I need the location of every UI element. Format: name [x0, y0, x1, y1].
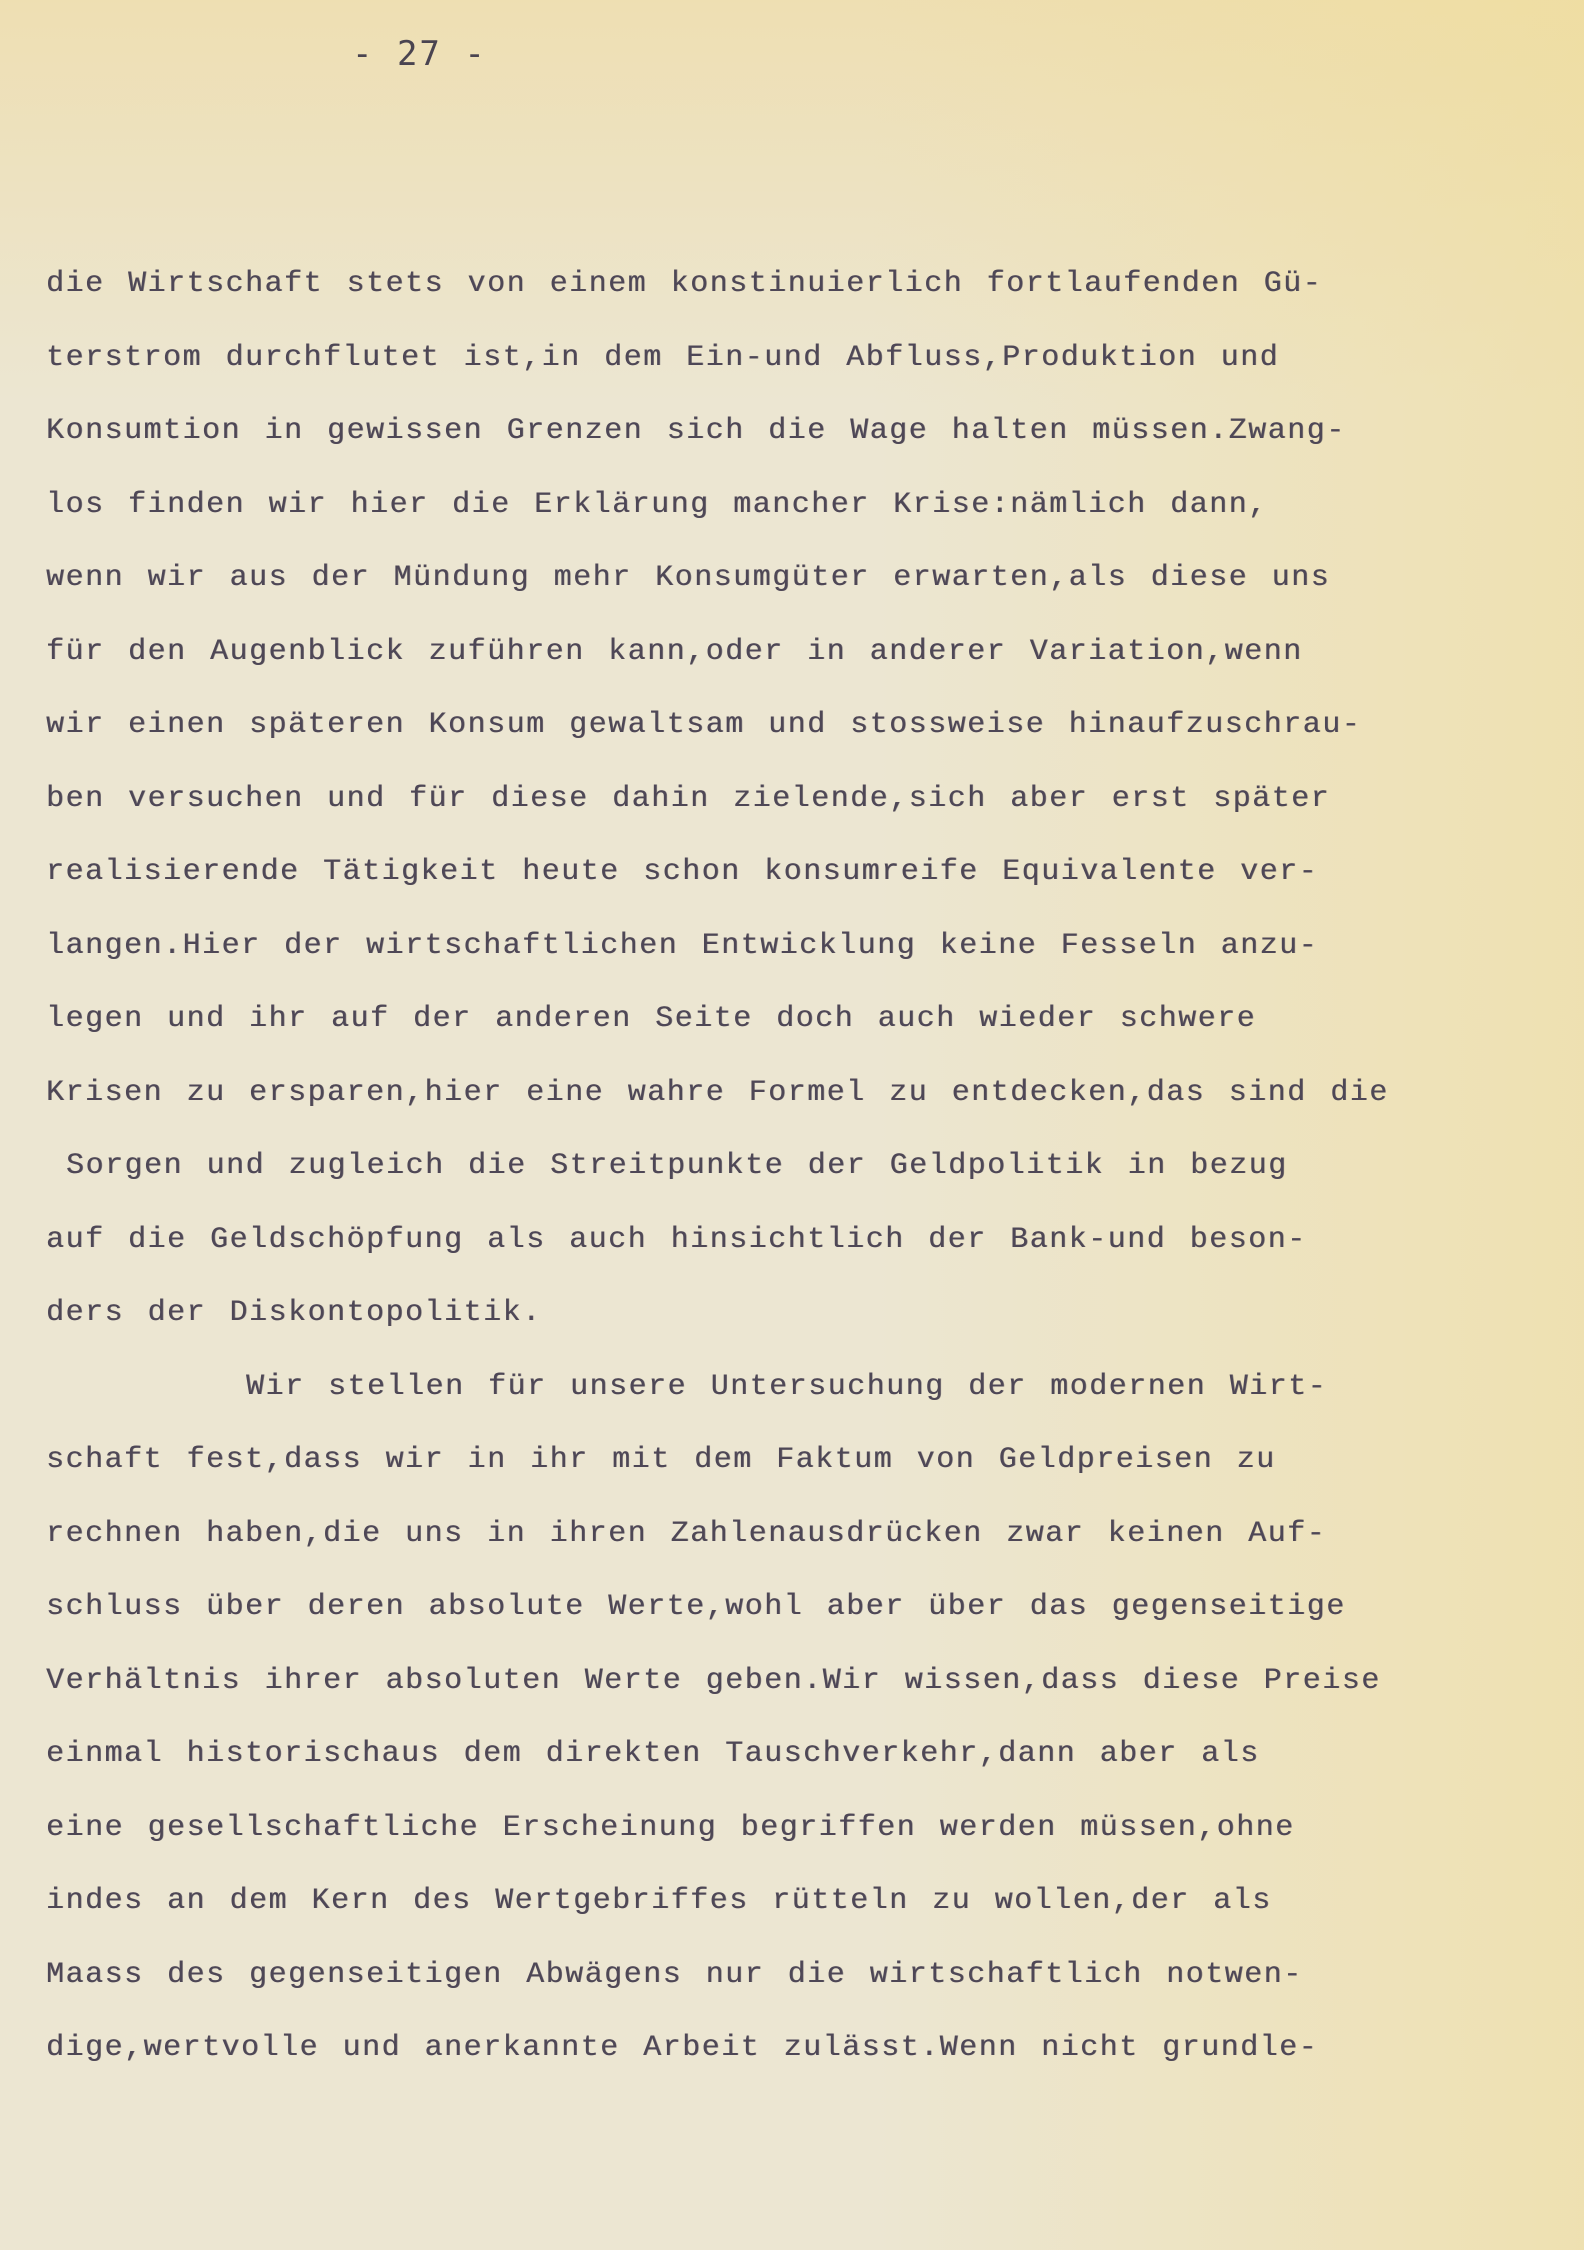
- text-line: für den Augenblick zuführen kann,oder in anderer Variation,wenn: [46, 634, 1303, 669]
- text-line: ben versuchen und für diese dahin zielende,sich aber erst später: [46, 781, 1331, 816]
- text-line: indes an dem Kern des Wertgebriffes rütteln zu wollen,der als: [46, 1884, 1272, 1918]
- text-line: auf die Geldschöpfung als auch hinsichtlich der Bank-und beson-: [46, 1222, 1307, 1257]
- text-line: los finden wir hier die Erklärung mancher Krise:nämlich dann,: [46, 487, 1268, 522]
- text-line: schluss über deren absolute Werte,wohl aber über das gegenseitige: [46, 1590, 1346, 1624]
- text-line: legen und ihr auf der anderen Seite doch auch wieder schwere: [46, 1002, 1257, 1036]
- text-line: einmal historischaus dem direkten Tauschverkehr,dann aber als: [46, 1737, 1260, 1771]
- text-line: terstrom durchflutet ist,in dem Ein-und Abfluss,Produktion und: [46, 340, 1280, 375]
- text-line: schaft fest,dass wir in ihr mit dem Faktum von Geldpreisen zu: [46, 1443, 1276, 1477]
- text-line: eine gesellschaftliche Erscheinung begriffen werden müssen,ohne: [46, 1810, 1295, 1845]
- page-number: - 27 -: [352, 34, 487, 74]
- text-line: realisierende Tätigkeit heute schon konsumreife Equivalente ver-: [46, 855, 1319, 889]
- text-line: rechnen haben,die uns in ihren Zahlenausdrücken zwar keinen Auf-: [46, 1516, 1327, 1551]
- text-line: Konsumtion in gewissen Grenzen sich die Wage halten müssen.Zwang-: [46, 414, 1346, 448]
- text-line: Verhältnis ihrer absoluten Werte geben.Wir wissen,dass diese Preise: [46, 1663, 1381, 1698]
- text-line: dige,wertvolle und anerkannte Arbeit zulässt.Wenn nicht grundle-: [46, 2031, 1319, 2065]
- text-line: wir einen späteren Konsum gewaltsam und stossweise hinaufzuschrau-: [46, 708, 1362, 742]
- text-line: wenn wir aus der Mündung mehr Konsumgüter erwarten,als diese uns: [46, 561, 1331, 595]
- body-text: [46, 248, 1556, 2086]
- text-line: ders der Diskontopolitik.: [46, 1296, 542, 1330]
- text-line: Maass des gegenseitigen Abwägens nur die wirtschaftlich notwen-: [46, 1957, 1303, 1992]
- paragraph-start-line: Wir stellen für unsere Untersuchung der modernen Wirt-: [246, 1369, 1328, 1404]
- text-line: die Wirtschaft stets von einem konstinuierlich fortlaufenden Gü-: [46, 267, 1323, 301]
- text-line: langen.Hier der wirtschaftlichen Entwicklung keine Fesseln anzu-: [46, 928, 1319, 963]
- text-line: Sorgen und zugleich die Streitpunkte der Geldpolitik in bezug: [66, 1149, 1288, 1183]
- text-line: Krisen zu ersparen,hier eine wahre Formel zu entdecken,das sind die: [46, 1075, 1389, 1110]
